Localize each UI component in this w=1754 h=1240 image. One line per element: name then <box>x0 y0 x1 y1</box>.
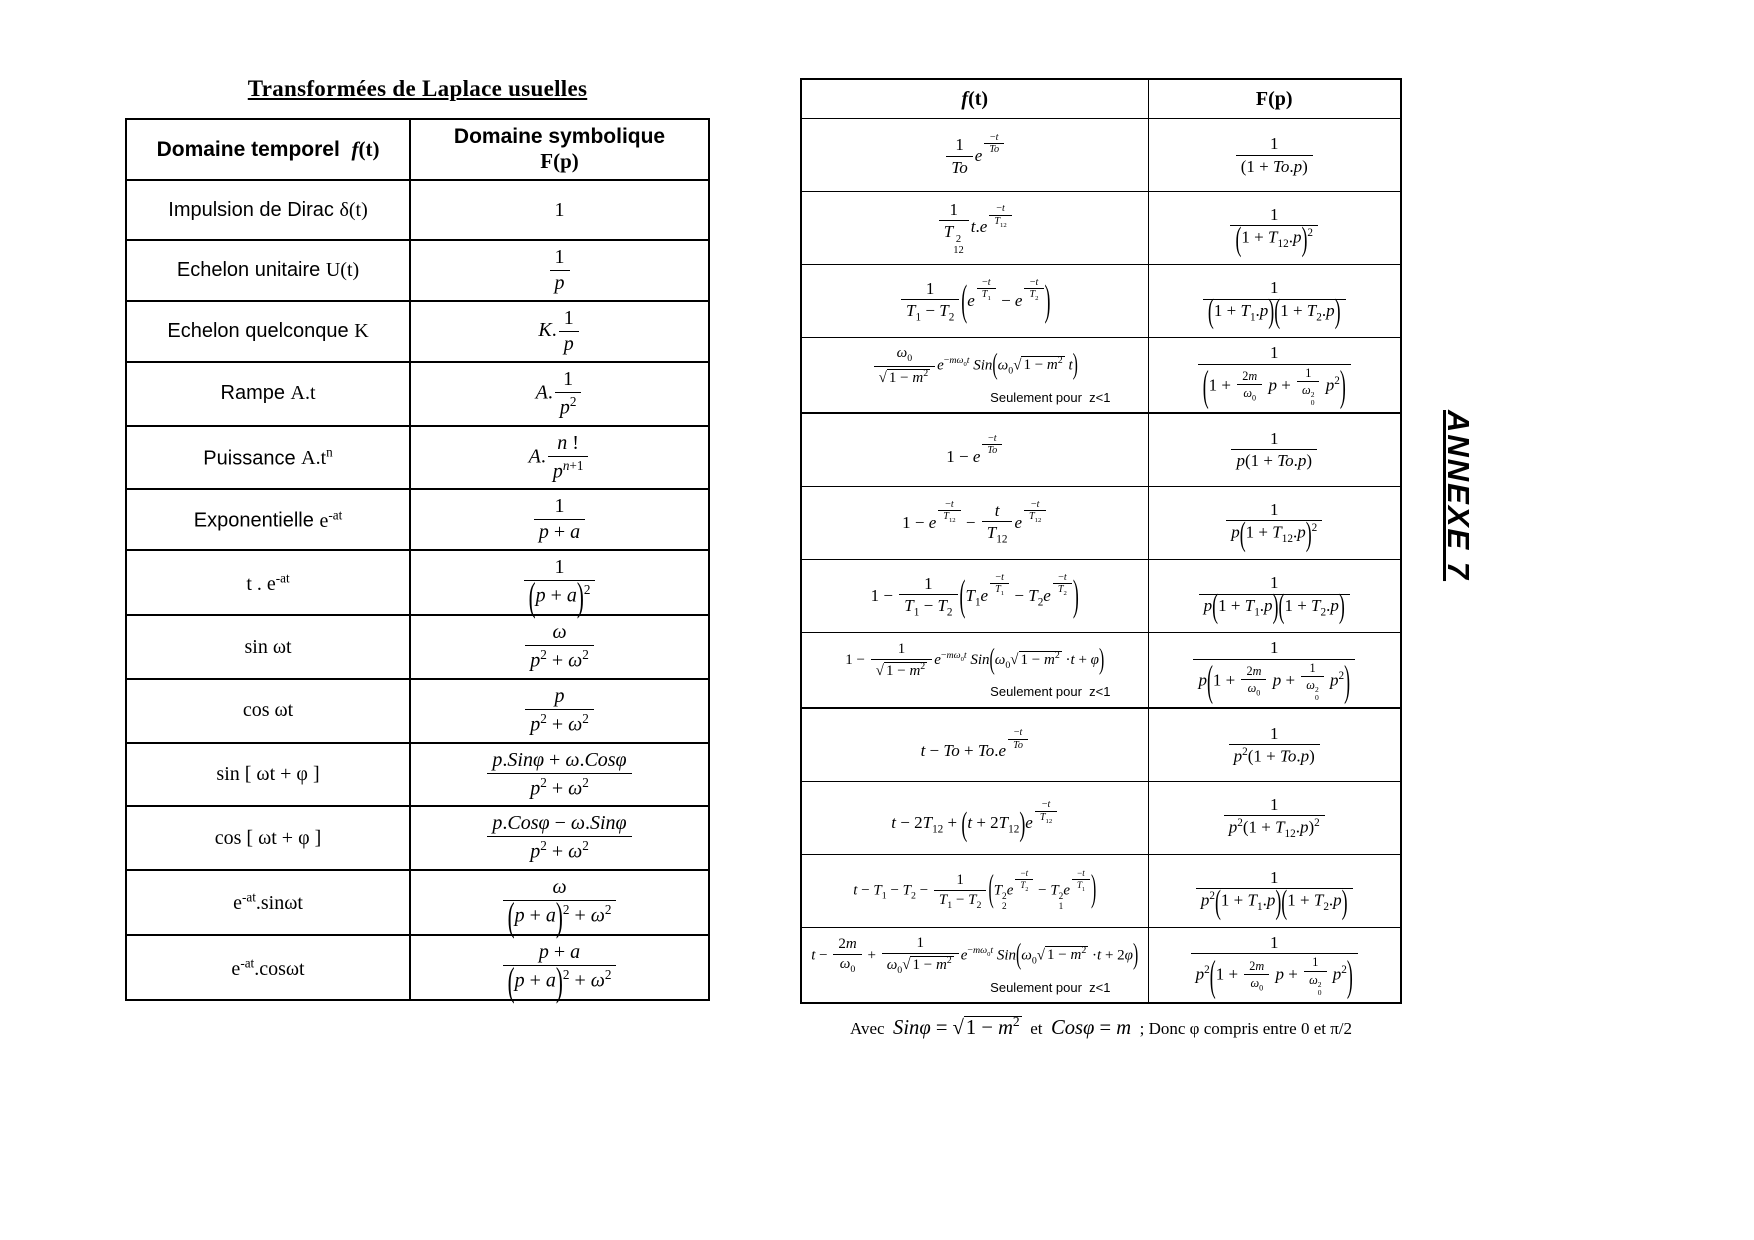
table-row <box>801 486 1401 559</box>
table-row <box>801 854 1401 927</box>
fp-cell: A. $\frac{1}{p^2}$ <box>410 362 709 426</box>
fp-cell: 1 $p^2(1$ + $\frac{2m}{\omega_0}$ p + 1 ω 2 0 $p^2$) <box>1148 927 1401 1002</box>
page-title: Transformées de Laplace usuelles <box>247 76 588 101</box>
fp-cell: $\frac{1}{p^2(1 + To.p)}$ <box>1148 708 1401 782</box>
table-row <box>126 679 709 743</box>
ft-cell: $e^{-at}.\cos\omega t$ <box>126 935 410 1000</box>
fp-cell: 1 <box>410 180 709 240</box>
fp-cell: $\frac{1}{p(1 + T_{12}.p)^2}$ <box>1148 486 1401 559</box>
ft-cell: cos [ ωt + φ ] <box>126 806 410 870</box>
ft-cell: sin ωt <box>126 615 410 679</box>
table-row <box>126 870 709 935</box>
table-row <box>801 338 1401 413</box>
ft-cell: t − $\frac{2m}{\omega_0}$ + $\frac{1}{\omega_0√ 1 - m^2}$ $e^{-m\omega_0t}$ $Sin(\omega_0√$ $1 - m^2 \cdot t + 2\varphi$) Seulement pour z<1 <box>801 927 1148 1002</box>
fp-cell: K. $\frac{1}{p}$ <box>410 301 709 362</box>
right-header-fp: F(p) <box>1148 79 1401 119</box>
table-row <box>801 632 1401 707</box>
ft-cell: 1 T 2 12 t.e $\frac{-t}{T_{12}}$ <box>801 192 1148 265</box>
right-section <box>800 78 1402 1040</box>
right-header-ft: f(t) <box>801 79 1148 119</box>
table-header-row <box>801 79 1401 119</box>
table-row <box>126 806 709 870</box>
fp-cell: $\frac{p + a}{(p + a)^2 + \omega^2}$ <box>410 935 709 1000</box>
table-header-row <box>126 119 709 180</box>
ft-cell: 1 − e $\frac{-t}{To}$ <box>801 413 1148 487</box>
ft-cell: 1 − $\frac{1}{√ 1 - m^2}$ $e^{-m\omega_0t}$ $Sin(\omega_0√$ $1 - m^2 \cdot t + \varphi$) Seulement pour z<1 <box>801 632 1148 707</box>
table-row <box>126 301 709 362</box>
ft-cell: Impulsion de Dirac δ(t) <box>126 180 410 240</box>
annexe-label: ANNEXE 7 <box>1441 410 1476 582</box>
fp-cell: p.Cosφ − ω.Sinφ $p^2 + \omega^2$ <box>410 806 709 870</box>
table-row <box>801 559 1401 632</box>
fp-cell: 1 (1 + $\frac{2m}{\omega_0}$ p + 1 ω 2 0 $p^2$) <box>1148 338 1401 413</box>
table-row <box>126 180 709 240</box>
fp-cell: $\frac{1}{(1 + T_1.p)(1 + T_2.p)}$ <box>1148 265 1401 338</box>
ft-cell: t − To + To.e $\frac{-t}{To}$ <box>801 708 1148 782</box>
ft-cell: t . $e^{-at}$ <box>126 550 410 615</box>
ft-cell: Echelon unitaire U(t) <box>126 240 410 301</box>
ft-cell: 1 − e $\frac{-t}{T_{12}}$ − $\frac{t}{T_{12}}$ e $\frac{-t}{T_{12}}$ <box>801 486 1148 559</box>
fp-cell: $\frac{1}{p + a}$ <box>410 489 709 550</box>
table-row <box>126 743 709 807</box>
ft-cell: Exponentielle $e^{-at}$ <box>126 489 410 550</box>
fp-cell: 1 p(1 + $\frac{2m}{\omega_0}$ p + 1 ω 2 0 $p^2$) <box>1148 632 1401 707</box>
ft-cell: sin [ ωt + φ ] <box>126 743 410 807</box>
ft-cell: $t - T_1 - T_2$ − $\frac{1}{T_1 - T_2}$ (T 2 2 e $\frac{-t}{T_2}$ − T 2 1 e $\frac{-t}{T_1}$ ) <box>801 854 1148 927</box>
fp-cell: $\frac{1}{p^2(1 + T_1.p)(1 + T_2.p)}$ <box>1148 854 1401 927</box>
fp-cell: $\frac{\omega}{p^2 + \omega^2}$ <box>410 615 709 679</box>
left-section <box>125 76 710 1005</box>
left-header-temporal: Domaine temporel f(t) <box>126 119 410 180</box>
table-row <box>126 240 709 301</box>
table-row <box>126 550 709 615</box>
fp-cell: p.Sinφ + ω.Cosφ $p^2 + \omega^2$ <box>410 743 709 807</box>
ft-cell: $\frac{1}{To}$ e $\frac{-t}{To}$ <box>801 119 1148 192</box>
footer-note: Avec $Sin\varphi = √1 - m^2$ et Cosφ = m ; Donc φ compris entre 0 et π/2 <box>849 1013 1353 1039</box>
table-row <box>126 935 709 1000</box>
left-laplace-table <box>125 118 710 1005</box>
ft-cell: Puissance $A.t^n$ <box>126 426 410 490</box>
fp-cell: $\frac{1}{p(1 + To.p)}$ <box>1148 413 1401 487</box>
table-row <box>126 426 709 490</box>
fp-cell: $\frac{\omega}{(p + a)^2 + \omega^2}$ <box>410 870 709 935</box>
table-row <box>126 489 709 550</box>
left-header-symbolic: Domaine symbolique F(p) <box>410 119 709 180</box>
ft-cell: $\frac{\omega_0}{√ 1 - m^2}$ $e^{-m\omega_0t}$ $Sin(\omega_0√$ $1 - m^2$ t) Seulement pour z<1 <box>801 338 1148 413</box>
table-row <box>126 615 709 679</box>
ft-cell: 1 − $\frac{1}{T_1 - T_2}$ ($T_1e$ $\frac{-t}{T_1}$ − $T_2e$ $\frac{-t}{T_2}$ ) <box>801 559 1148 632</box>
fp-cell: A. $\frac{n !}{p^{n+1}}$ <box>410 426 709 490</box>
table-row <box>801 413 1401 487</box>
ft-cell: $e^{-at}.\sin\omega t$ <box>126 870 410 935</box>
table-row <box>801 927 1401 1002</box>
fp-cell: $\frac{1}{(p + a)^2}$ <box>410 550 709 615</box>
ft-cell: Rampe A.t <box>126 362 410 426</box>
table-row <box>801 192 1401 265</box>
fp-cell: $\frac{1}{p^2(1 + T_{12}.p)^2}$ <box>1148 781 1401 854</box>
ft-cell: $t - 2T_{12} + (t + 2T_{12})e$ $\frac{-t}{T_{12}}$ <box>801 781 1148 854</box>
table-row <box>801 119 1401 192</box>
ft-cell: Echelon quelconque K <box>126 301 410 362</box>
table-row <box>801 708 1401 782</box>
ft-cell: cos ωt <box>126 679 410 743</box>
right-laplace-table <box>800 78 1402 1004</box>
fp-cell: $\frac{1}{p}$ <box>410 240 709 301</box>
table-row <box>801 781 1401 854</box>
table-row <box>801 265 1401 338</box>
fp-cell: $\frac{1}{(1 + T_{12}.p)^2}$ <box>1148 192 1401 265</box>
ft-cell: $\frac{1}{T_1 - T_2}$ (e $\frac{-t}{T_1}$ − e $\frac{-t}{T_2}$ ) <box>801 265 1148 338</box>
fp-cell: $\frac{1}{p(1 + T_1.p)(1 + T_2.p)}$ <box>1148 559 1401 632</box>
fp-cell: $\frac{p}{p^2 + \omega^2}$ <box>410 679 709 743</box>
fp-cell: $\frac{1}{(1 + To.p)}$ <box>1148 119 1401 192</box>
table-row <box>126 362 709 426</box>
